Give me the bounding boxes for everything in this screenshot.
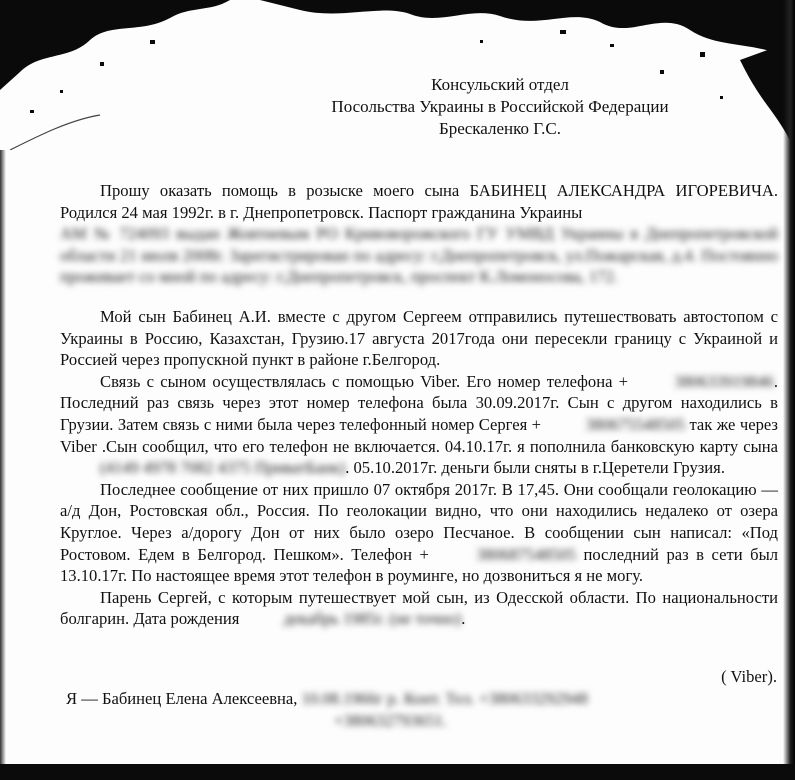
friend-text-2: . <box>461 609 466 629</box>
paragraph-last-message <box>60 479 778 587</box>
paragraph-request <box>60 180 778 288</box>
addressee-header <box>300 74 700 140</box>
header-department: Консульский отдел <box>431 75 569 94</box>
contact-text-1: Связь с сыном осуществлялась с помощью Viber. Его номер телефона + <box>100 371 629 391</box>
paragraph-contact <box>60 371 778 479</box>
signature-block <box>66 688 766 731</box>
redacted-contact-phone-2: +380632793651. <box>334 710 448 730</box>
paragraph-travel: Мой сын Бабинец А.И. вместе с другом Сергеем отправились путешествовать автостопом с Украины в Россию, Казахстан, Грузию.17 августа 2017года они пересекли границу с Украиной и Россией через пропускной пункт в районе г.Белгород. <box>60 306 778 370</box>
left-scan-shadow <box>0 150 6 780</box>
contact-text-2: . Последний раз связь через этот номер телефона была 30.09.2017г. Сын с другом находились в Грузии. Затем связь с ними была через телефонный номер Сергея + <box>60 371 778 434</box>
redacted-bank-card: (4149 4978 7082 4375 ПриватБанк) <box>100 458 346 478</box>
paragraph-request-text: Прошу оказать помощь в розыске моего сына БАБИНЕЦ АЛЕКСАНДРА ИГОРЕВИЧА. Родился 24 мая 1992г. в г. Днепропетровск. Паспорт гражданина Украины <box>60 181 778 222</box>
paragraph-friend <box>60 587 778 630</box>
redacted-contact-phone: 10.08.1966г р. Конт. Тел. +380633292948 <box>301 689 588 708</box>
header-embassy: Посольства Украины в Российской Федерации <box>331 97 669 116</box>
contact-text-4: . 05.10.2017г. деньги были сняты в г.Церетели Грузия. <box>345 458 725 478</box>
last-message-text-2: последний раз в сети был 13.10.17г. По настоящее время этот телефон в роуминге, но дозвониться я не могу. <box>60 544 779 586</box>
bottom-scan-edge <box>0 764 795 780</box>
contact-text-3: так же через Viber .Сын сообщил, что его телефон не включается. 04.10.17г. я пополнила банковскую карту сына <box>60 414 778 456</box>
right-scan-shadow <box>783 0 795 780</box>
redacted-passport-details: АМ № 724093 выдан Жовтневым РО Кривоворожского ГУ УМВД Украины в Днепропетровской области 21 июля 2008г. Зарегистрирован по адресу: г.Днепропетровск, ул.Пожарская, д.4. Постоянно проживает со мной по адресу: г.Днепропетровск, проспект К.Ломоносова, 172. <box>60 224 778 287</box>
letter-body <box>60 180 778 630</box>
redacted-phone-son: 380633919846 <box>674 371 774 391</box>
viber-note: ( Viber). <box>721 667 777 686</box>
friend-text-1: Парень Сергей, с которым путешествует мой сын, из Одесской области. По национальности болгарин. Дата рождения <box>60 587 778 629</box>
header-recipient: Бреcкаленко Г.С. <box>438 119 562 138</box>
redacted-phone-sergey: 380675548505 <box>585 414 686 434</box>
redacted-phone-last: 380687548505 <box>476 544 576 564</box>
signature-name: Я — Бабинец Елена Алексеевна, <box>66 689 298 708</box>
last-message-text-1: Последнее сообщение от них пришло 07 октября 2017г. В 17,45. Они сообщали геолокацию — а/д Дон, Ростовская обл., Россия. По геолокации видно, что они находились недалеко от озера Круглое. Через а/дорогу Дон от них было озеро Песчаное. В сообщении сын написал: «Под Ростовом. Едем в Белгород. Пешком». Телефон + <box>60 479 778 564</box>
redacted-birthdate: декабрь 1985г. (не точно) <box>283 609 462 629</box>
